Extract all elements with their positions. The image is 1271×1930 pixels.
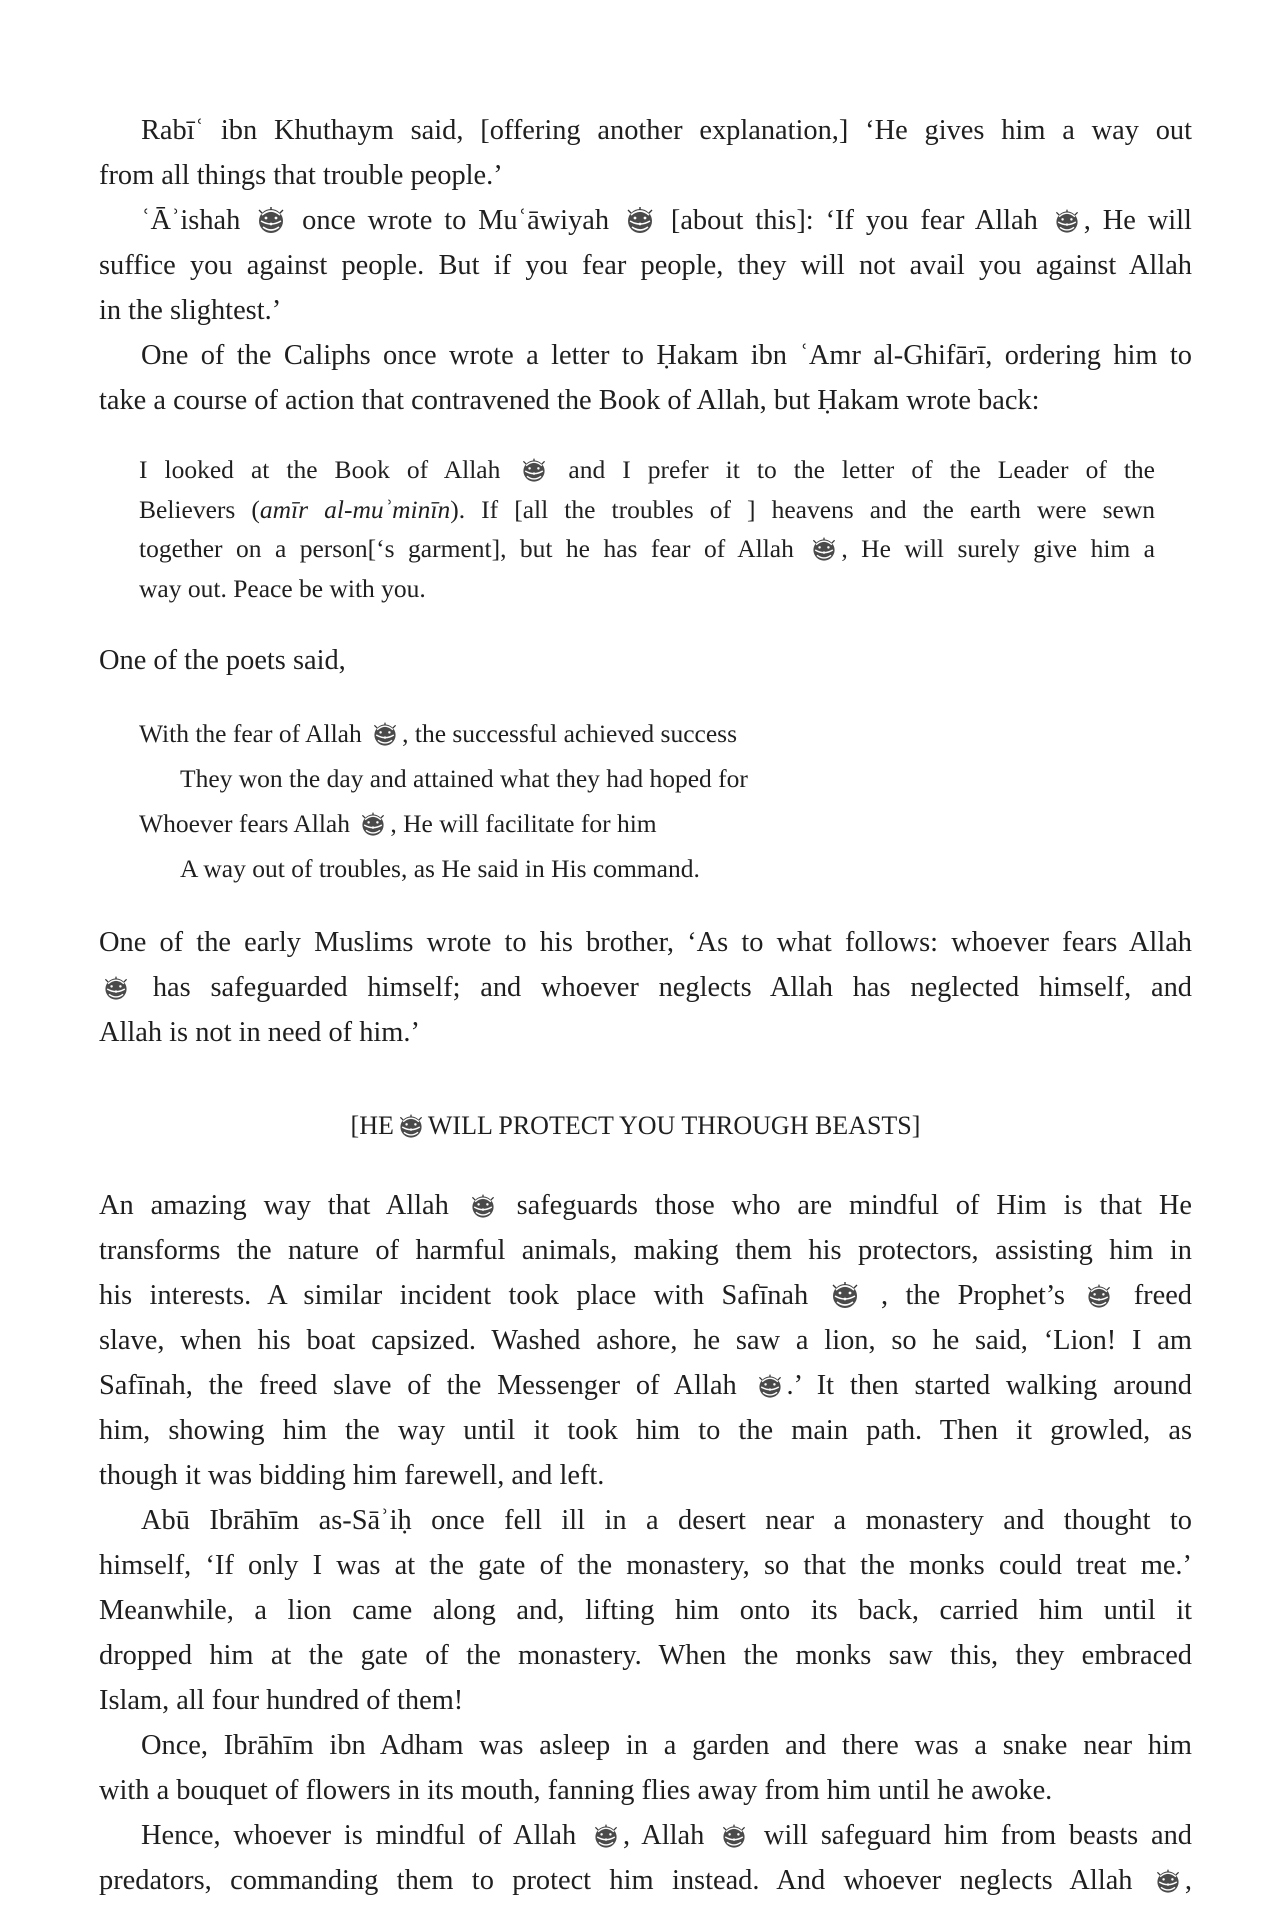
text-segment: predators, commanding them to protect him instead. And whoever neglects Allah xyxy=(99,1865,1133,1896)
text-segment: [about this]: ‘If you fear Allah xyxy=(670,205,1038,236)
text-line: dropped him at the gate of the monastery. When the monks saw this, they embraced xyxy=(99,1640,1192,1671)
text-line: him, showing him the way until it took him to the main path. Then it growled, as xyxy=(99,1415,1192,1446)
text-segment: [HE xyxy=(350,1111,394,1140)
text-segment: and I prefer it to the letter of the Leader of the xyxy=(568,455,1155,484)
text-segment: safeguards those who are mindful of Him is that He xyxy=(516,1190,1192,1221)
text-line: in the slightest.’ xyxy=(99,295,282,326)
section-heading xyxy=(0,1108,1271,1144)
text-segment: ʿĀʾishah xyxy=(141,205,241,236)
text-line: Meanwhile, a lion came along and, lifting him onto its back, carried him until it xyxy=(99,1595,1192,1626)
text-segment: With the fear of Allah xyxy=(139,719,362,748)
text-segment: , He will surely give him a xyxy=(841,534,1156,563)
paragraph-caliph-letter xyxy=(99,333,1192,423)
salla-allahu-icon xyxy=(1084,1282,1114,1312)
text-line: Rabīʿ ibn Khuthaym said, [offering another explanation,] ‘He gives him a way out xyxy=(141,115,1192,146)
subhanahu-icon xyxy=(1153,1867,1183,1897)
text-line: Islam, all four hundred of them! xyxy=(99,1685,464,1716)
salla-allahu-icon xyxy=(755,1372,785,1402)
text-segment: An amazing way that Allah xyxy=(99,1190,449,1221)
subhanahu-icon xyxy=(468,1192,498,1222)
subhanahu-icon xyxy=(519,456,549,486)
poem-verse: They won the day and attained what they had hoped for xyxy=(180,764,748,793)
subhanahu-icon xyxy=(809,535,839,565)
paragraph-poets xyxy=(99,638,1192,683)
text-segment: Whoever fears Allah xyxy=(139,809,350,838)
text-line xyxy=(99,1813,1192,1858)
paragraph-rabi xyxy=(99,108,1192,198)
paragraph-abu-ibrahim xyxy=(99,1498,1192,1723)
poem-verse: A way out of troubles, as He said in His command. xyxy=(180,854,700,883)
text-line xyxy=(139,490,1155,530)
text-segment: Safīnah, the freed slave of the Messenger of Allah xyxy=(99,1370,737,1401)
text-segment: , the successful achieved success xyxy=(402,719,738,748)
text-line: though it was bidding him farewell, and left. xyxy=(99,1460,605,1491)
subhanahu-icon xyxy=(719,1822,749,1852)
radiallahu-anhu-icon xyxy=(828,1280,862,1312)
text-line: suffice you against people. But if you fear people, they will not avail you against Allah xyxy=(99,250,1192,281)
text-line xyxy=(139,529,1155,569)
text-line: One of the Caliphs once wrote a letter to Ḥakam ibn ʿAmr al-Ghifārī, ordering him to xyxy=(141,340,1192,371)
text-line: One of the early Muslims wrote to his brother, ‘As to what follows: whoever fears Allah xyxy=(99,927,1192,958)
paragraph-aishah xyxy=(99,198,1192,333)
text-segment: , the Prophet’s xyxy=(881,1280,1065,1311)
text-segment: , Allah xyxy=(622,1820,705,1851)
subhanahu-icon xyxy=(101,974,131,1004)
text-line xyxy=(139,450,1155,490)
text-segment: I looked at the Book of Allah xyxy=(139,455,501,484)
text-segment: freed xyxy=(1133,1280,1192,1311)
paragraph-conclusion xyxy=(99,1813,1192,1903)
text-line: with a bouquet of flowers in its mouth, fanning flies away from him until he awoke. xyxy=(99,1775,1053,1806)
block-quote xyxy=(139,450,1155,608)
text-line xyxy=(99,1273,1192,1318)
text-segment: .’ It then started walking around xyxy=(786,1370,1192,1401)
text-line xyxy=(99,1183,1192,1228)
italic-term: amīr al-muʾminīn xyxy=(259,494,451,524)
text-line: way out. Peace be with you. xyxy=(139,573,426,603)
text-line: Once, Ibrāhīm ibn Adham was asleep in a garden and there was a snake near him xyxy=(141,1730,1192,1761)
text-segment: once wrote to Muʿāwiyah xyxy=(302,205,610,236)
text-line: take a course of action that contravened the Book of Allah, but Ḥakam wrote back: xyxy=(99,385,1040,416)
text-line: Abū Ibrāhīm as-Sāʾiḥ once fell ill in a desert near a monastery and thought to xyxy=(141,1505,1192,1536)
text-line: himself, ‘If only I was at the gate of the monastery, so that the monks could treat me.’ xyxy=(99,1550,1192,1581)
text-segment: WILL PROTECT YOU THROUGH BEASTS] xyxy=(427,1111,921,1140)
text-segment: his interests. A similar incident took place with Safīnah xyxy=(99,1280,809,1311)
text-segment: , xyxy=(1184,1865,1192,1896)
poem-verse xyxy=(139,719,737,750)
text-segment: , He will facilitate for him xyxy=(390,809,657,838)
text-line xyxy=(99,1363,1192,1408)
text-line: slave, when his boat capsized. Washed ashore, he saw a lion, so he said, ‘Lion! I am xyxy=(99,1325,1192,1356)
text-segment: has safeguarded himself; and whoever neglects Allah has neglected himself, and xyxy=(152,972,1192,1003)
subhanahu-icon xyxy=(396,1112,426,1142)
paragraph-ibrahim-adham xyxy=(99,1723,1192,1813)
text-segment: will safeguard him from beasts and xyxy=(763,1820,1192,1851)
text-segment: Hence, whoever is mindful of Allah xyxy=(141,1820,577,1851)
text-segment: ). If [all the troubles of ] heavens and the earth were sewn xyxy=(450,494,1155,524)
text-line xyxy=(99,198,1192,243)
subhanahu-icon xyxy=(358,810,388,840)
text-line: transforms the nature of harmful animals, making them his protectors, assisting him in xyxy=(99,1235,1192,1266)
text-segment: together on a person[‘s garment], but he has fear of Allah xyxy=(139,534,794,563)
poem-verse xyxy=(139,809,657,840)
subhanahu-icon xyxy=(1052,207,1082,237)
subhanahu-icon xyxy=(591,1822,621,1852)
radiallahu-anha-icon xyxy=(254,205,288,237)
text-line xyxy=(99,965,1192,1010)
text-segment: Believers ( xyxy=(139,494,260,524)
text-line: Allah is not in need of him.’ xyxy=(99,1017,420,1048)
text-line: One of the poets said, xyxy=(99,645,346,676)
text-segment: , He will xyxy=(1083,205,1192,236)
text-line: from all things that trouble people.’ xyxy=(99,160,503,191)
radiallahu-anhu-icon xyxy=(623,205,657,237)
paragraph-early-muslims xyxy=(99,920,1192,1055)
text-line xyxy=(99,1858,1192,1903)
paragraph-safinah xyxy=(99,1183,1192,1498)
subhanahu-icon xyxy=(370,720,400,750)
